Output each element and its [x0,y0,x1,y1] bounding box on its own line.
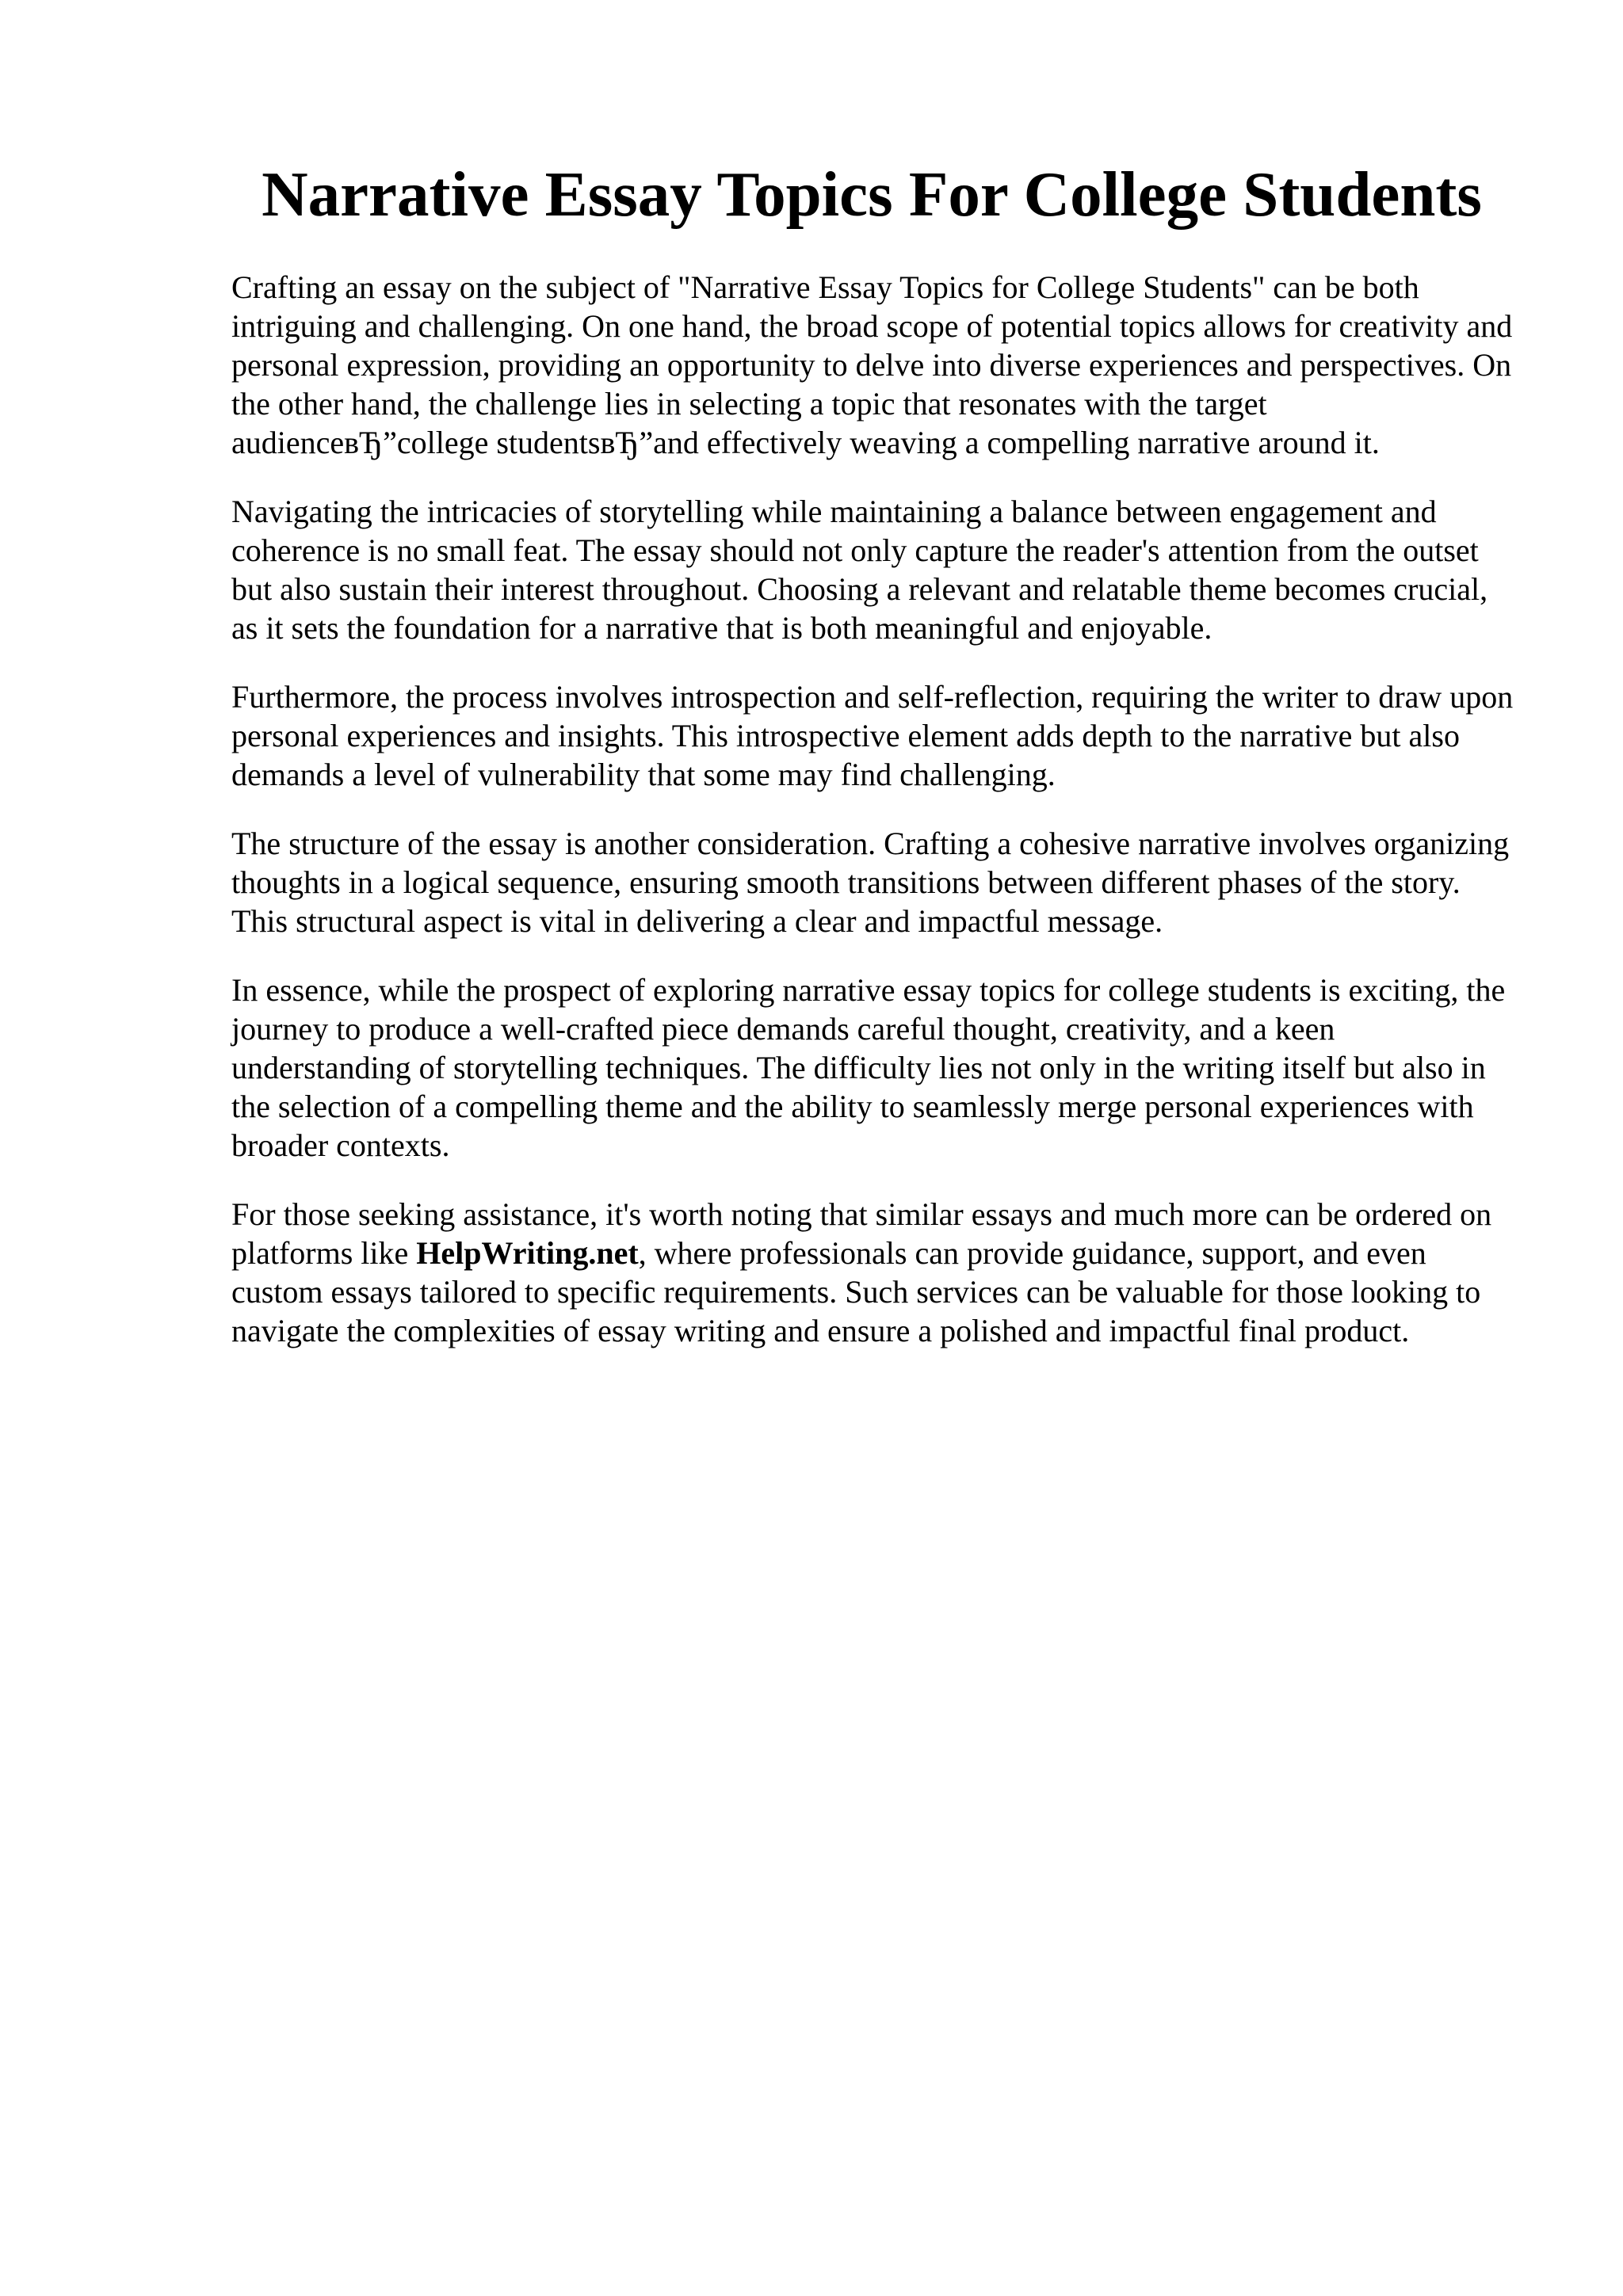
paragraph-essence: In essence, while the prospect of exploring narrative essay topics for college students is exciting, the journey to produce a well-crafted piece demands careful thought, creativity, and a keen understanding of storytelling techniques. The difficulty lies not only in the writing itself but also in the selection of a compelling theme and the ability to seamlessly merge personal experiences with broader contexts. [231,972,1506,1163]
assistance-text-before: For those seeking assistance, it's worth noting that similar essays and much more can be ordered on platforms like [231,1196,1492,1271]
paragraph-assistance [231,1195,1522,1350]
paragraph-storytelling: Navigating the intricacies of storytelling while maintaining a balance between engagement and coherence is no small feat. The essay should not only capture the reader's attention from the outset but also sustain their interest throughout. Choosing a relevant and relatable theme becomes crucial, as it sets the foundation for a narrative that is both meaningful and enjoyable. [231,494,1488,646]
document-title: Narrative Essay Topics For College Students [262,158,1482,230]
paragraph-intro: Crafting an essay on the subject of "Narrative Essay Topics for College Students" can be both intriguing and challenging. On one hand, the broad scope of potential topics allows for creativity and personal expression, providing an opportunity to delve into diverse experiences and perspectives. On the other hand, the challenge lies in selecting a topic that resonates with the target audienceвЂ”college studentsвЂ”and effectively weaving a compelling narrative around it. [231,269,1513,460]
assistance-text-after: , where professionals can provide guidance, support, and even custom essays tailored to specific requirements. Such services can be valuable for those looking to navigate the complexities of essay writing and ensure a polished and impactful final product. [231,1235,1481,1348]
document-body [231,268,1522,1380]
paragraph-introspection: Furthermore, the process involves introspection and self-reflection, requiring the writer to draw upon personal experiences and insights. This introspective element adds depth to the narrative but also demands a level of vulnerability that some may find challenging. [231,679,1514,792]
paragraph-structure: The structure of the essay is another consideration. Crafting a cohesive narrative involves organizing thoughts in a logical sequence, ensuring smooth transitions between different phases of the story. This structural aspect is vital in delivering a clear and impactful message. [231,826,1510,939]
helpwriting-link[interactable]: HelpWriting.net [416,1235,639,1271]
